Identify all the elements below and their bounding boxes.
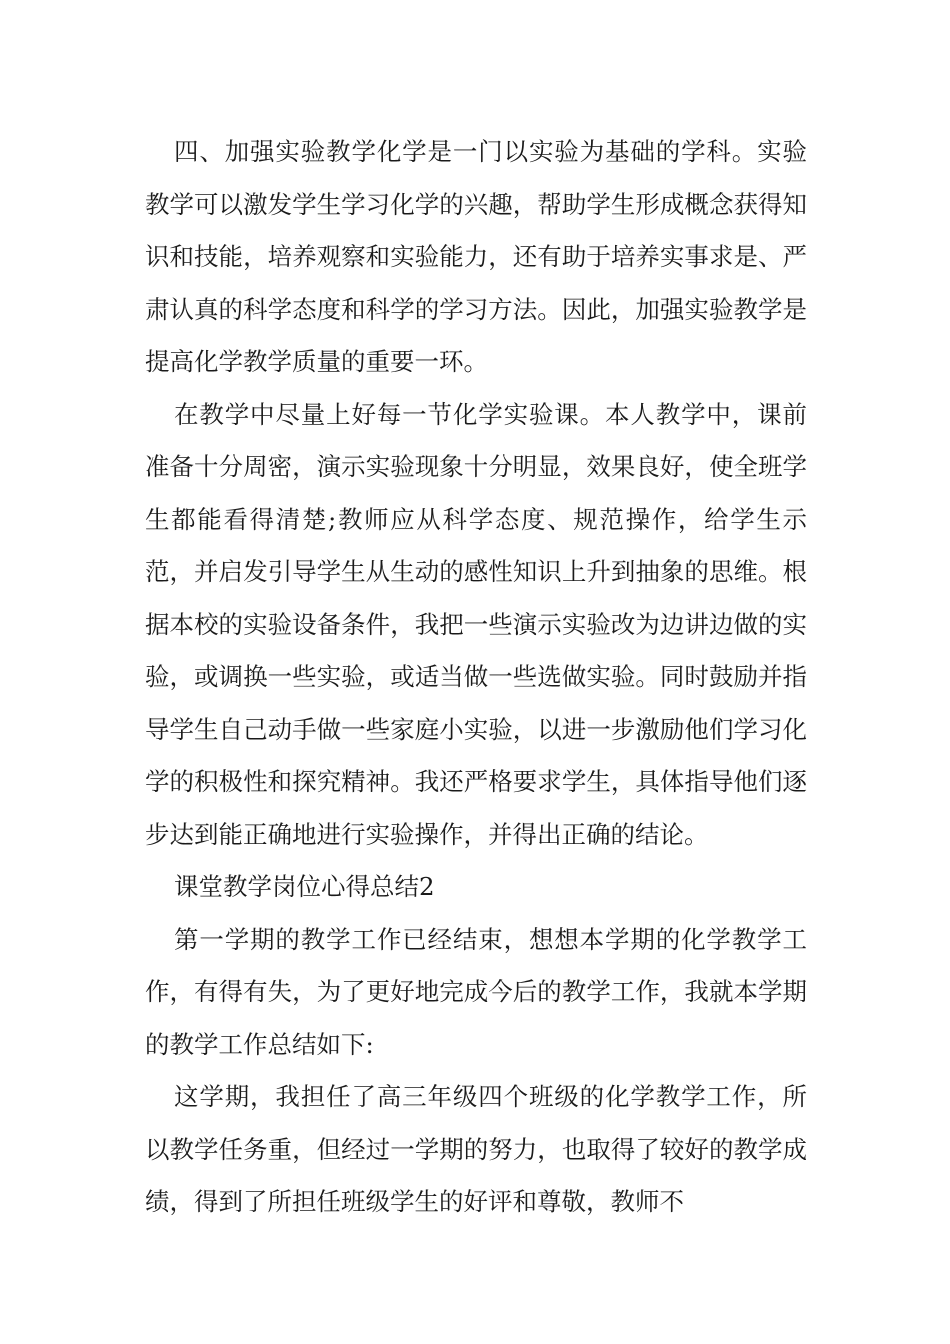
document-body — [145, 126, 807, 1229]
paragraph-semester-intro: 第一学期的教学工作已经结束，想想本学期的化学教学工作，有得有失，为了更好地完成今后的教学工作，我就本学期的教学工作总结如下: — [145, 924, 807, 1059]
paragraph-teaching-duties: 这学期，我担任了高三年级四个班级的化学教学工作，所以教学任务重，但经过一学期的努力，也取得了较好的教学成绩，得到了所担任班级学生的好评和尊敬，教师不 — [145, 1082, 807, 1216]
paragraph-lab-lessons: 在教学中尽量上好每一节化学实验课。本人教学中，课前准备十分周密，演示实验现象十分明显，效果良好，使全班学生都能看得清楚;教师应从科学态度、规范操作，给学生示范，并启发引导学生从生动的感性知识上升到抽象的思维。根据本校的实验设备条件，我把一些演示实验改为边讲边做的实验，或调换一些实验，或适当做一些选做实验。同时鼓励并指导学生自己动手做一些家庭小实验，以进一步激励他们学习化学的积极性和探究精神。我还严格要求学生，具体指导他们逐步达到能正确地进行实验操作，并得出正确的结论。 — [145, 399, 807, 849]
section-heading: 课堂教学岗位心得总结2 — [174, 872, 435, 901]
paragraph-experiment-teaching: 四、加强实验教学化学是一门以实验为基础的学科。实验教学可以激发学生学习化学的兴趣，帮助学生形成概念获得知识和技能，培养观察和实验能力，还有助于培养实事求是、严肃认真的科学态度和科学的学习方法。因此，加强实验教学是提高化学教学质量的重要一环。 — [145, 137, 807, 376]
